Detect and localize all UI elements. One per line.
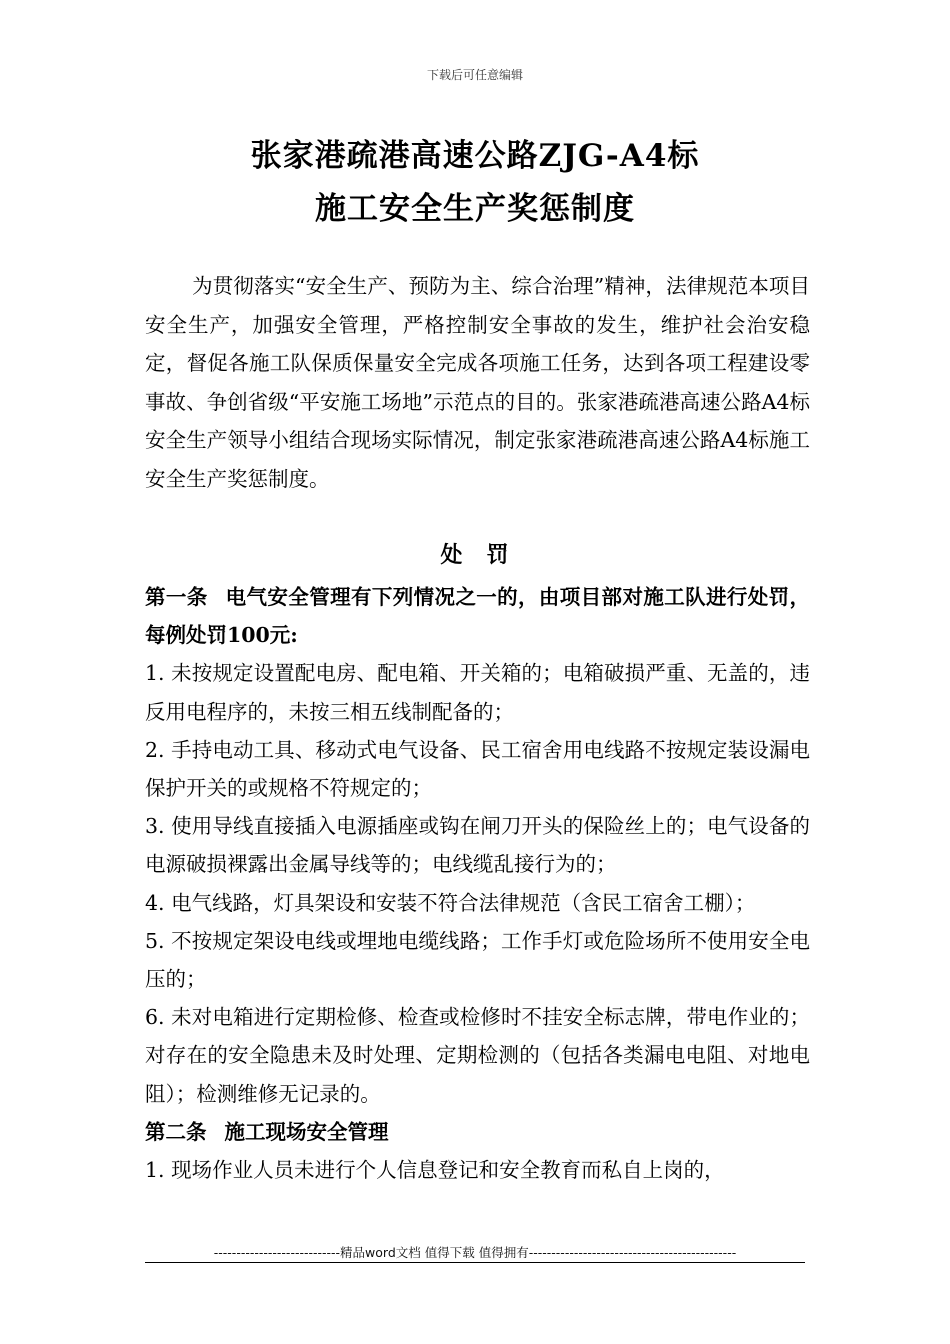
article-2-number: 第二条 bbox=[145, 1119, 207, 1144]
article-1-item-2: 2. 手持电动工具、移动式电气设备、民工宿舍用电线路不按规定装设漏电保护开关的或规格不符规定的； bbox=[145, 737, 810, 801]
document-title-line1: 张家港疏港高速公路ZJG-A4标 bbox=[250, 138, 700, 174]
article-2-item-1: 1. 现场作业人员未进行个人信息登记和安全教育而私自上岗的， bbox=[145, 1158, 725, 1183]
article-1-item-4: 4. 电气线路，灯具架设和安装不符合法律规范（含民工宿舍工棚）； bbox=[145, 890, 756, 915]
article-1-number: 第一条 bbox=[145, 585, 208, 609]
article-2-text: 施工现场安全管理 bbox=[224, 1119, 389, 1144]
document-title-line2: 施工安全生产奖惩制度 bbox=[315, 191, 635, 227]
article-1-item-5: 5. 不按规定架设电线或埋地电缆线路；工作手灯或危险场所不使用安全电压的； bbox=[145, 928, 810, 992]
header-note: 下载后可任意编辑 bbox=[426, 68, 523, 82]
footer-note: ----------------------------精品word文档 值得下载 值得拥有---------------------------------------------- bbox=[213, 1245, 737, 1260]
section-heading-penalty: 处 罚 bbox=[440, 542, 510, 568]
article-1-item-6: 6. 未对电箱进行定期检修、检查或检修时不挂安全标志牌，带电作业的；对存在的安全隐患未及时处理、定期检测的（包括各类漏电电阻、对地电阻）；检测维修无记录的。 bbox=[145, 1005, 810, 1106]
content-body bbox=[145, 578, 810, 1189]
article-1-item-1: 1. 未按规定设置配电房、配电箱、开关箱的；电箱破损严重、无盖的，违反用电程序的，未按三相五线制配备的； bbox=[145, 661, 810, 724]
footer-divider bbox=[145, 1262, 805, 1263]
article-1-heading bbox=[145, 578, 810, 654]
article-1-item-3: 3. 使用导线直接插入电源插座或钩在闸刀开头的保险丝上的；电气设备的电源破损裸露出金属导线等的；电线缆乱接行为的； bbox=[145, 814, 810, 877]
article-1-text: 电气安全管理有下列情况之一的，由项目部对施工队进行处罚，每例处罚100元: bbox=[145, 585, 811, 648]
intro-paragraph: 为贯彻落实“安全生产、预防为主、综合治理”精神，法律规范本项目安全生产，加强安全管理，严格控制安全事故的发生，维护社会治安稳定，督促各施工队保质保量安全完成各项施工任务，达到各项工程建设零事故、争创省级“平安施工场地”示范点的目的。张家港疏港高速公路A4标安全生产领导小组结合现场实际情况，制定张家港疏港高速公路A4标施工安全生产奖惩制度。 bbox=[145, 274, 810, 491]
article-2-heading bbox=[145, 1113, 810, 1151]
